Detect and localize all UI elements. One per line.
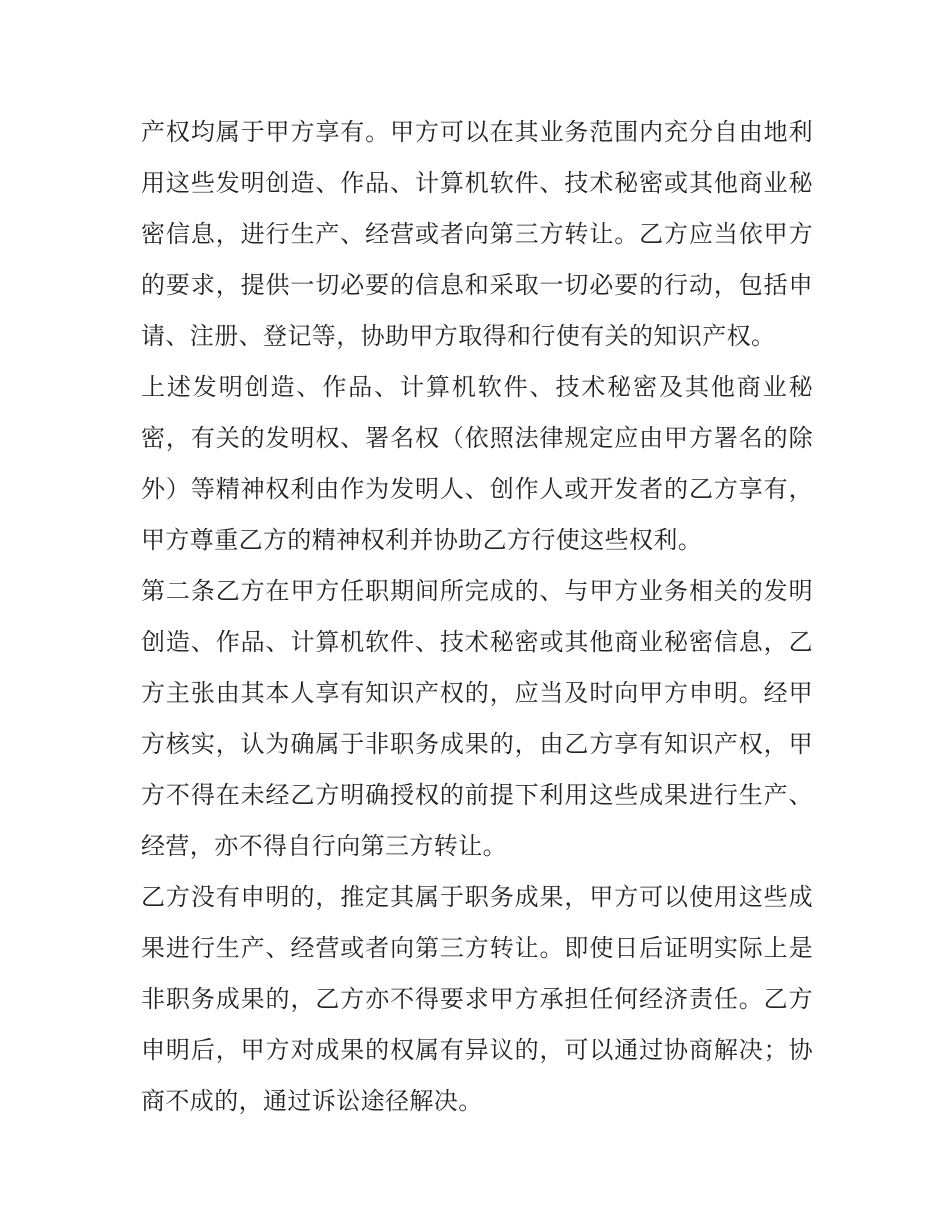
paragraph-moral-rights: 上述发明创造、作品、计算机软件、技术秘密及其他商业秘密，有关的发明权、署名权（依照法律规定应由甲方署名的除外）等精神权利由作为发明人、创作人或开发者的乙方享有，甲方尊重乙方的精神权利并协助乙方行使这些权利。 <box>141 373 813 554</box>
paragraph-undeclared-results: 乙方没有申明的，推定其属于职务成果，甲方可以使用这些成果进行生产、经营或者向第三方转让。即使日后证明实际上是非职务成果的，乙方亦不得要求甲方承担任何经济责任。乙方申明后，甲方对成果的权属有异议的，可以通过协商解决；协商不成的，通过诉讼途径解决。 <box>141 883 813 1115</box>
document-body <box>141 107 813 1127</box>
paragraph-article-two: 第二条乙方在甲方任职期间所完成的、与甲方业务相关的发明创造、作品、计算机软件、技术秘密或其他商业秘密信息，乙方主张由其本人享有知识产权的，应当及时向甲方申明。经甲方核实，认为确属于非职务成果的，由乙方享有知识产权，甲方不得在未经乙方明确授权的前提下利用这些成果进行生产、经营，亦不得自行向第三方转让。 <box>141 577 813 860</box>
paragraph-ip-ownership: 产权均属于甲方享有。甲方可以在其业务范围内充分自由地利用这些发明创造、作品、计算机软件、技术秘密或其他商业秘密信息，进行生产、经营或者向第三方转让。乙方应当依甲方的要求，提供一切必要的信息和采取一切必要的行动，包括申请、注册、登记等，协助甲方取得和行使有关的知识产权。 <box>141 118 813 350</box>
